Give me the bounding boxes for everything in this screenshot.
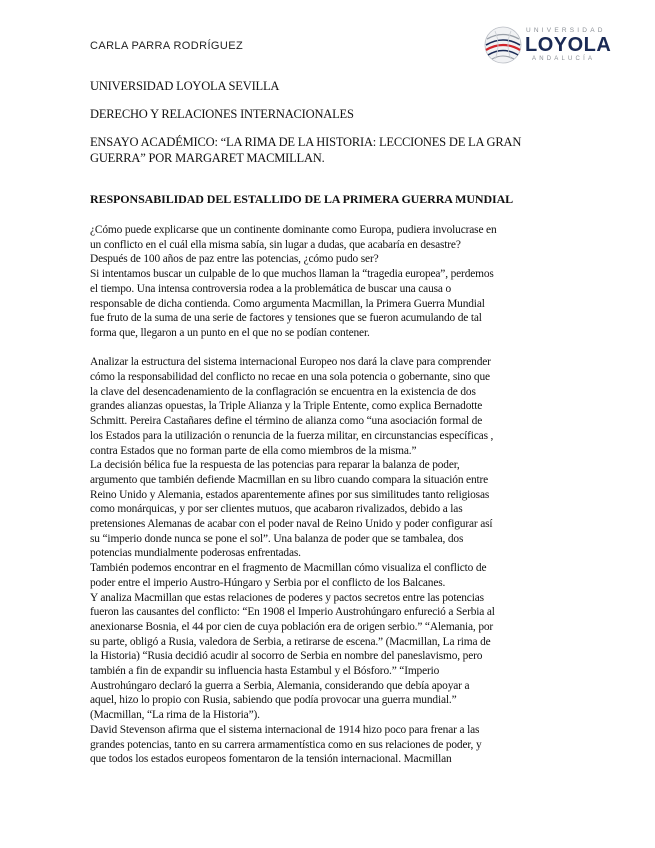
body-line: Analizar la estructura del sistema internacional Europeo nos dará la clave para comprender [90, 356, 491, 369]
body-line: pretensiones Alemanas de acabar con el poder naval de Reino Unido y poder configurar así [90, 518, 493, 531]
body-line: fue fruto de la suma de una serie de factores y tensiones que se fueron acumulando de tal [90, 312, 482, 325]
body-line: la Historia) “Rusia decidió acudir al socorro de Serbia en nombre del paneslavismo, pero [90, 650, 483, 663]
body-line: poder entre el imperio Austro-Húngaro y Serbia por el conflicto de los Balcanes. [90, 576, 446, 589]
body-line: grandes alianzas opuestas, la Triple Alianza y la Triple Entente, como explica Bernadotte [90, 400, 483, 413]
body-line: su “imperio donde nunca se pone el sol”. Una balanza de poder que se tambalea, dos [90, 532, 464, 545]
body-line: aquel, hizo lo propio con Rusia, sabiendo que podía provocar una guerra mundial.” [90, 694, 457, 707]
body-line: el tiempo. Una intensa controversia rodea a la problemática de buscar una causa o [90, 282, 452, 295]
body-line: que todos los estados europeos fomentaron de la tensión internacional. Macmillan [90, 753, 452, 766]
body-line: anexionarse Bosnia, el 44 por cien de cuya población era de origen serbio.” “Alemania, por [90, 620, 494, 633]
body-line: Y analiza Macmillan que estas relaciones de poderes y pactos secretos entre las potencias [90, 591, 484, 604]
body-line: Austrohúngaro declaró la guerra a Serbia, Alemania, considerando que debía apoyar a [90, 679, 470, 692]
body-line: también a fin de expandir su influencia hasta Estambul y el Bósforo.” “Imperio [90, 665, 440, 678]
section-heading: RESPONSABILIDAD DEL ESTALLIDO DE LA PRIMERA GUERRA MUNDIAL [90, 192, 514, 206]
logo-top-text: UNIVERSIDAD [526, 27, 606, 34]
body-line: responsable de dicha contienda. Como argumenta Macmillan, la Primera Guerra Mundial [90, 297, 485, 310]
body-line: Reino Unido y Alemania, estados aparentemente afines por sus similitudes tanto religiosas [90, 488, 490, 501]
body-line: La decisión bélica fue la respuesta de las potencias para reparar la balanza de poder, [90, 459, 460, 472]
body-line: potencias mundialmente poderosas enfrentadas. [90, 547, 301, 560]
body-line: Si intentamos buscar un culpable de lo que muchos llaman la “tragedia europea”, perdemos [90, 268, 494, 281]
body-line: argumento que también defiende Macmillan en su libro cuando compara la situación entre [90, 473, 489, 486]
body-line: forma que, llegaron a un punto en el que no se podían contener. [90, 326, 370, 339]
logo-bottom-text: ANDALUCÍA [532, 56, 596, 62]
logo-main-text: LOYOLA [525, 34, 612, 56]
essay-title-line-2: GUERRA” POR MARGARET MACMILLAN. [90, 151, 325, 165]
body-line: (Macmillan, “La rima de la Historia”). [90, 709, 260, 722]
body-line: fueron las causantes del conflicto: “En 1908 el Imperio Austrohúngaro enfureció a Serbia al [90, 606, 495, 619]
body-line: David Stevenson afirma que el sistema internacional de 1914 hizo poco para frenar a las [90, 723, 480, 736]
header-author: CARLA PARRA RODRÍGUEZ [90, 40, 244, 52]
body-line: También podemos encontrar en el fragmento de Macmillan cómo visualiza el conflicto de [90, 562, 487, 575]
body-line: Después de 100 años de paz entre las potencias, ¿cómo pudo ser? [90, 253, 379, 266]
paragraph-gap [90, 341, 568, 356]
university-logo [484, 25, 624, 65]
body-line: un conflicto en el cuál ella misma sabía, sin lugar a dudas, que acabaría en desastre? [90, 238, 461, 251]
university-name: UNIVERSIDAD LOYOLA SEVILLA [90, 79, 280, 93]
body-line: como monárquicas, y por ser clientes mutuos, que acabaron rivalizados, debido a las [90, 503, 463, 516]
body-line: los Estados para la utilización o renuncia de la fuerza militar, en circunstancias específicas , [90, 429, 494, 442]
body-line: Schmitt. Pereira Castañares define el término de alianza como “una asociación formal de [90, 415, 483, 428]
essay-title-line-1: ENSAYO ACADÉMICO: “LA RIMA DE LA HISTORIA: LECCIONES DE LA GRAN [90, 135, 522, 149]
body-line: la clave del desencadenamiento de la conflagración se encuentra en la existencia de dos [90, 385, 476, 398]
essay-body [90, 223, 568, 767]
body-line: su parte, obligó a Rusia, valedora de Serbia, a retirarse de escena.” (Macmillan, La rima de [90, 635, 491, 648]
body-line: contra Estados que no forman parte de ella como miembros de la misma.” [90, 444, 417, 457]
degree-name: DERECHO Y RELACIONES INTERNACIONALES [90, 107, 354, 121]
globe-logo-icon [484, 26, 522, 64]
body-line: ¿Cómo puede explicarse que un continente dominante como Europa, pudiera involucrase en [90, 224, 497, 236]
body-line: grandes potencias, tanto en su carrera armamentística como en sus relaciones de poder, y [90, 738, 482, 751]
body-line: cómo la responsabilidad del conflicto no recae en una sola potencia o gobernante, sino que [90, 371, 490, 384]
